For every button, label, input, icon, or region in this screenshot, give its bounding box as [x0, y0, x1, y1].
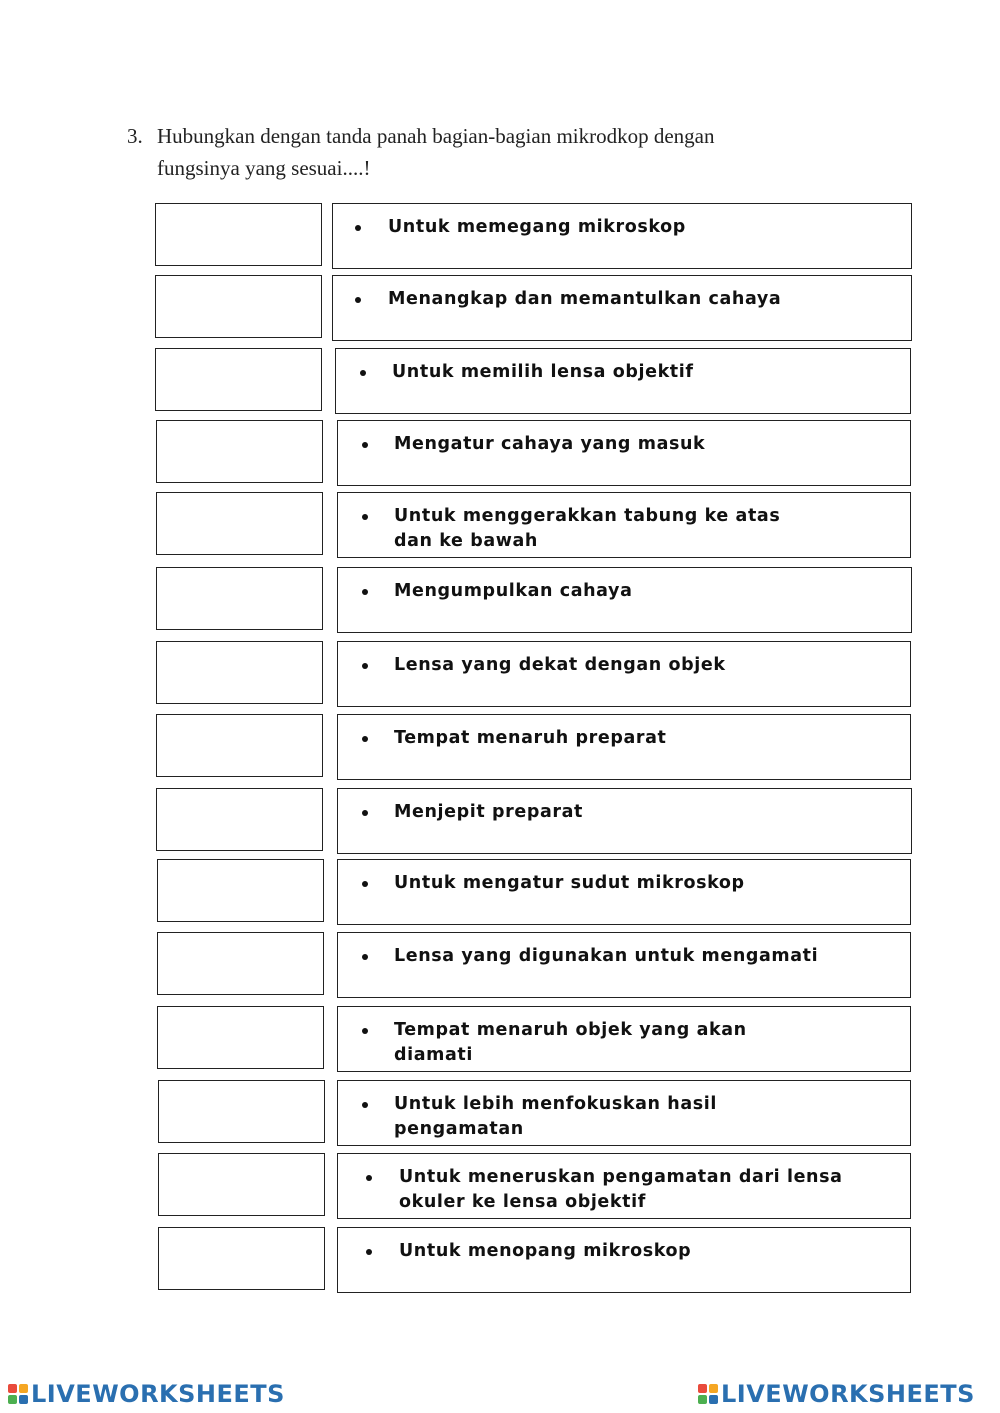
matching-row [0, 203, 1000, 267]
function-text [388, 287, 888, 312]
liveworksheets-logo-left [8, 1380, 285, 1408]
question-number: 3. [127, 124, 143, 148]
function-text-line-1: Untuk menggerakkan tabung ke atas [394, 506, 781, 526]
function-box [332, 275, 912, 341]
bullet-icon [362, 1102, 368, 1108]
function-text-line-2: pengamatan [394, 1119, 524, 1139]
liveworksheets-logo-icon [8, 1384, 28, 1404]
function-box [337, 932, 911, 998]
answer-box[interactable] [156, 567, 323, 630]
function-text-line-1: Menangkap dan memantulkan cahaya [388, 289, 782, 309]
function-box [337, 420, 911, 486]
bullet-icon [362, 736, 368, 742]
question-text-line-2: fungsinya yang sesuai....! [157, 156, 371, 180]
function-text [394, 871, 894, 896]
function-text [394, 432, 894, 457]
function-text-line-1: Untuk menopang mikroskop [399, 1241, 692, 1261]
brand-name-right: LIVEWORKSHEETS [721, 1380, 975, 1408]
answer-box[interactable] [158, 1227, 325, 1290]
matching-row [0, 492, 1000, 556]
answer-box[interactable] [157, 932, 324, 995]
function-text [394, 579, 894, 604]
liveworksheets-logo-right [698, 1380, 975, 1408]
function-box [337, 1153, 911, 1219]
function-text-line-2: okuler ke lensa objektif [399, 1192, 646, 1212]
function-text [399, 1165, 899, 1215]
answer-box[interactable] [156, 641, 323, 704]
function-text [394, 1092, 894, 1142]
matching-row [0, 567, 1000, 631]
function-box [337, 1080, 911, 1146]
answer-box[interactable] [155, 275, 322, 338]
matching-row [0, 788, 1000, 852]
function-text-line-1: Mengatur cahaya yang masuk [394, 434, 706, 454]
function-text-line-1: Tempat menaruh objek yang akan [394, 1020, 747, 1040]
function-text [394, 726, 894, 751]
liveworksheets-logo-icon [698, 1384, 718, 1404]
function-text [394, 944, 894, 969]
function-box [337, 788, 912, 854]
function-text [394, 653, 894, 678]
answer-box[interactable] [156, 492, 323, 555]
function-text [392, 360, 892, 385]
function-text-line-1: Mengumpulkan cahaya [394, 581, 633, 601]
question-text-line-1: Hubungkan dengan tanda panah bagian-bagian mikrodkop dengan [157, 124, 715, 148]
answer-box[interactable] [155, 348, 322, 411]
answer-box[interactable] [158, 1080, 325, 1143]
function-box [337, 567, 912, 633]
function-text-line-1: Untuk lebih menfokuskan hasil [394, 1094, 717, 1114]
function-text [394, 504, 894, 554]
answer-box[interactable] [158, 1153, 325, 1216]
bullet-icon [362, 663, 368, 669]
function-text-line-1: Untuk mengatur sudut mikroskop [394, 873, 745, 893]
function-box [337, 859, 911, 925]
function-box [335, 348, 911, 414]
function-text-line-1: Tempat menaruh preparat [394, 728, 667, 748]
bullet-icon [362, 589, 368, 595]
function-text-line-1: Lensa yang dekat dengan objek [394, 655, 726, 675]
bullet-icon [362, 954, 368, 960]
function-text [394, 800, 894, 825]
matching-row [0, 275, 1000, 339]
answer-box[interactable] [156, 420, 323, 483]
function-box [337, 1006, 911, 1072]
answer-box[interactable] [157, 859, 324, 922]
function-text [399, 1239, 899, 1264]
bullet-icon [362, 514, 368, 520]
function-text-line-1: Lensa yang digunakan untuk mengamati [394, 946, 819, 966]
bullet-icon [362, 1028, 368, 1034]
matching-row [0, 1153, 1000, 1217]
function-text-line-1: Untuk meneruskan pengamatan dari lensa [399, 1167, 843, 1187]
matching-row [0, 859, 1000, 923]
function-text [388, 215, 888, 240]
function-text-line-1: Untuk memegang mikroskop [388, 217, 686, 237]
bullet-icon [366, 1175, 372, 1181]
matching-row [0, 1080, 1000, 1144]
brand-name-left: LIVEWORKSHEETS [31, 1380, 285, 1408]
answer-box[interactable] [156, 788, 323, 851]
matching-row [0, 1006, 1000, 1070]
matching-row [0, 932, 1000, 996]
function-text-line-1: Menjepit preparat [394, 802, 583, 822]
bullet-icon [355, 225, 361, 231]
function-box [337, 641, 911, 707]
answer-box[interactable] [156, 714, 323, 777]
bullet-icon [366, 1249, 372, 1255]
function-text-line-2: dan ke bawah [394, 531, 538, 551]
matching-row [0, 348, 1000, 412]
function-box [337, 1227, 911, 1293]
function-box [332, 203, 912, 269]
bullet-icon [362, 810, 368, 816]
answer-box[interactable] [157, 1006, 324, 1069]
matching-row [0, 714, 1000, 778]
matching-row [0, 420, 1000, 484]
answer-box[interactable] [155, 203, 322, 266]
matching-row [0, 1227, 1000, 1291]
function-box [337, 714, 911, 780]
bullet-icon [360, 370, 366, 376]
function-text [394, 1018, 894, 1068]
bullet-icon [355, 297, 361, 303]
matching-row [0, 641, 1000, 705]
function-text-line-1: Untuk memilih lensa objektif [392, 362, 694, 382]
function-text-line-2: diamati [394, 1045, 473, 1065]
bullet-icon [362, 442, 368, 448]
bullet-icon [362, 881, 368, 887]
function-box [337, 492, 911, 558]
